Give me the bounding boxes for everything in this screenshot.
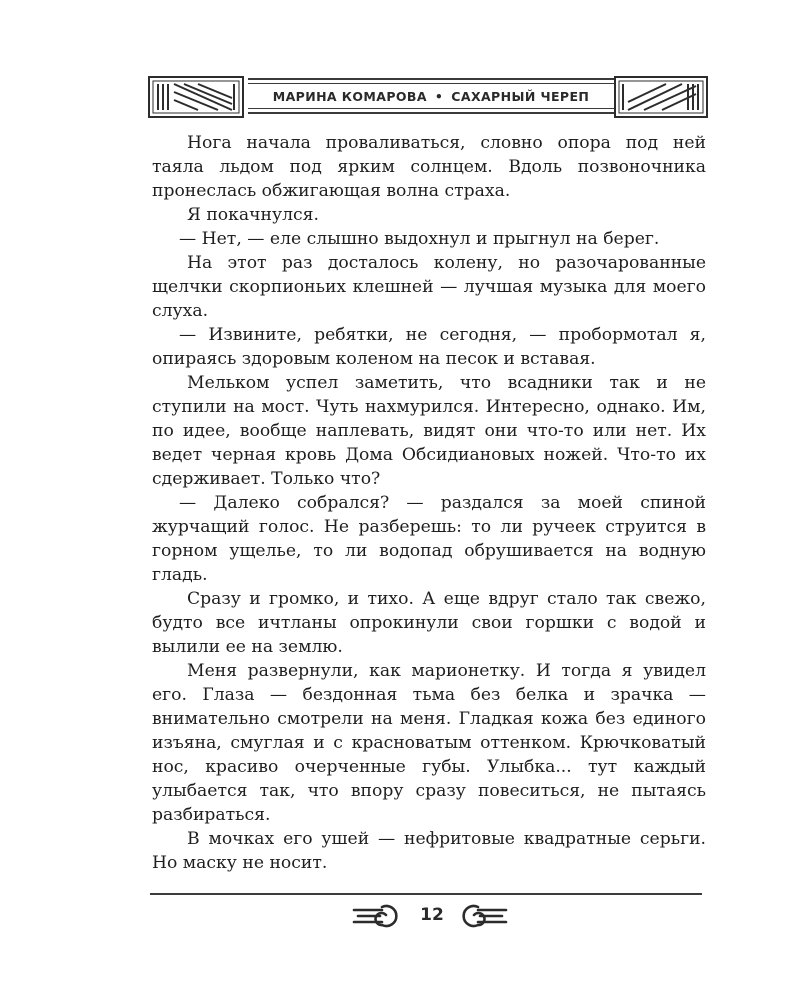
right-ornament-icon [614,74,708,120]
dialogue-paragraph: — Извините, ребятки, не сегодня, — пробормотал я, опираясь здоровым коленом на песок и вставая. [152,325,706,369]
author-name: МАРИНА КОМАРОВА [272,88,427,104]
paragraph: На этот раз досталось колену, но разочарованные щелчки скорпионьих клешней — лучшая музыка для моего слуха. [152,253,706,321]
title-separator: • [434,88,444,104]
left-ornament-icon [148,74,244,120]
page-footer [340,899,520,933]
right-swirl-icon [452,903,510,929]
paragraph: Сразу и громко, и тихо. А еще вдруг стало так свежо, будто все ичтланы опрокинули свои горшки с водой и вылили ее на землю. [152,589,706,657]
book-title: САХАРНЫЙ ЧЕРЕП [451,88,590,104]
running-header [148,74,708,120]
body-text [152,131,706,875]
page-number: 12 [420,905,444,925]
paragraph: Мельком успел заметить, что всадники так и не ступили на мост. Чуть нахмурился. Интересно, однако. Им, по идее, вообще наплевать, видят они что-то или нет. Их ведет черная кровь Дома Обсидиановых ножей. Что-то их сдерживает. Только что? [152,373,706,489]
running-title [273,89,590,104]
dialogue-paragraph: — Далеко собрался? — раздался за моей спиной журчащий голос. Не разберешь: то ли ручеек струится в горном ущелье, то ли водопад обрушивается на водную гладь. [152,493,706,585]
paragraph: Меня развернули, как марионетку. И тогда я увидел его. Глаза — бездонная тьма без белка и зрачка — внимательно смотрели на меня. Гладкая кожа без единого изъяна, смуглая и с красноватым оттенком. Крючковатый нос, красиво очерченные губы. Улыбка... тут каждый улыбается так, что впору сразу повеситься, не пытаясь разбираться. [152,661,706,825]
left-swirl-icon [350,903,408,929]
title-band [248,78,614,114]
paragraph: Я покачнулся. [187,205,319,225]
paragraph: Нога начала проваливаться, словно опора под ней таяла льдом под ярким солнцем. Вдоль позвоночника пронеслась обжигающая волна страха. [152,133,706,201]
paragraph: В мочках его ушей — нефритовые квадратные серьги. Но маску не носит. [152,829,706,873]
dialogue-paragraph: — Нет, — еле слышно выдохнул и прыгнул на берег. [179,229,660,249]
footer-rule [150,893,702,895]
